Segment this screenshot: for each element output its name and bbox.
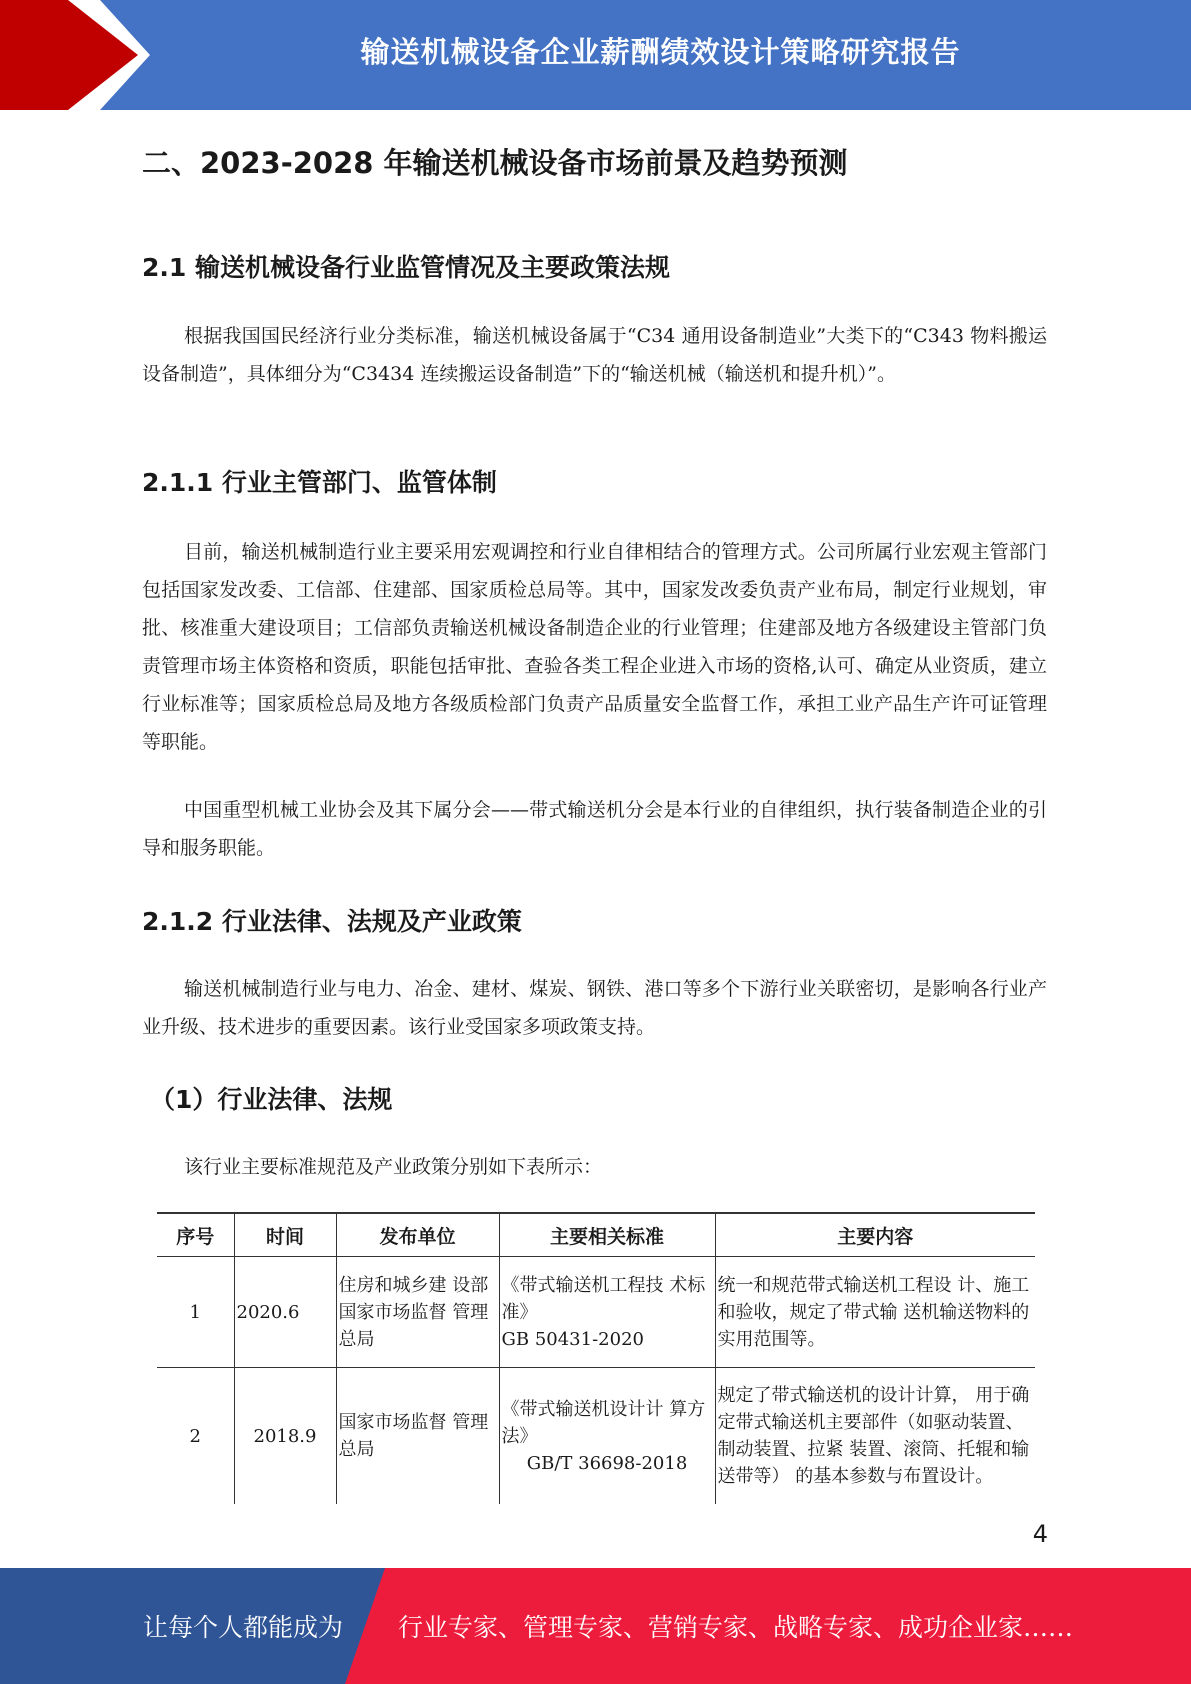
standard-code: GB 50431-2020 <box>501 1328 644 1350</box>
heading-laws: （1）行业法律、法规 <box>150 1085 393 1114</box>
table-header-cell: 时间 <box>234 1213 336 1257</box>
page-footer <box>0 1568 1191 1684</box>
table-row <box>157 1368 1035 1505</box>
page-header <box>0 0 1191 110</box>
table-header-cell: 序号 <box>157 1213 234 1257</box>
report-title: 输送机械设备企业薪酬绩效设计策略研究报告 <box>360 35 961 69</box>
standard-name: 《带式输送机设计计 算方法》 <box>501 1398 706 1447</box>
cell-no: 2 <box>189 1425 201 1447</box>
page-number: 4 <box>1032 1520 1048 1548</box>
footer-slogan-left: 让每个人都能成为 <box>143 1613 344 1642</box>
section-title: 二、2023-2028 年输送机械设备市场前景及趋势预测 <box>142 146 848 180</box>
cell-standard <box>499 1368 715 1505</box>
paragraph-2-1: 根据我国国民经济行业分类标准，输送机械设备属于“C34 通用设备制造业”大类下的“C343 物料搬运设备制造”，具体细分为“C3434 连续搬运设备制造”下的“输送机械（输送机和提升机）”。 <box>142 325 1047 385</box>
cell-date: 2018.9 <box>234 1368 336 1505</box>
paragraph-table-intro: 该行业主要标准规范及产业政策分别如下表所示： <box>184 1156 603 1178</box>
cell-no: 1 <box>157 1257 234 1368</box>
cell-issuer <box>336 1368 499 1505</box>
issuer-line: 国家市场监督 管理总局 <box>338 1412 489 1460</box>
standard-name: 《带式输送机工程技 术标准》 <box>501 1274 706 1323</box>
standard-code: GB/T 36698-2018 <box>526 1452 688 1474</box>
cell-date: 2020.6 <box>234 1257 336 1368</box>
table-header-cell: 主要内容 <box>715 1213 1035 1257</box>
table-header-cell: 主要相关标准 <box>499 1213 715 1257</box>
issuer-line: 住房和城乡建 设部 <box>338 1274 489 1296</box>
paragraph-2-1-1-a: 目前，输送机械制造行业主要采用宏观调控和行业自律相结合的管理方式。公司所属行业宏观主管部门包括国家发改委、工信部、住建部、国家质检总局等。其中，国家发改委负责产业布局，制定行业规划，审批、核准重大建设项目；工信部负责输送机械设备制造企业的行业管理；住建部及地方各级建设主管部门负责管理市场主体资格和资质，职能包括审批、查验各类工程企业进入市场的资格,认可、确定从业资质，建立行业标准等；国家质检总局及地方各级质检部门负责产品质量安全监督工作，承担工业产品生产许可证管理等职能。 <box>142 541 1047 753</box>
heading-2-1: 2.1 输送机械设备行业监管情况及主要政策法规 <box>142 253 670 282</box>
cell-content: 规定了带式输送机的设计计算， 用于确定带式输送机主要部件（如驱动装置、制动装置、拉紧 装置、滚筒、托辊和输送带等） 的基本参数与布置设计。 <box>715 1368 1035 1505</box>
header-chevron-icon <box>0 0 150 110</box>
table-row <box>157 1257 1035 1368</box>
paragraph-2-1-2: 输送机械制造行业与电力、冶金、建材、煤炭、钢铁、港口等多个下游行业关联密切，是影响各行业产业升级、技术进步的重要因素。该行业受国家多项政策支持。 <box>142 978 1047 1038</box>
paragraph-2-1-1-b: 中国重型机械工业协会及其下属分会——带式输送机分会是本行业的自律组织，执行装备制造企业的引导和服务职能。 <box>142 799 1047 859</box>
standards-table <box>157 1212 1035 1504</box>
footer-slogan-right: 行业专家、管理专家、营销专家、战略专家、成功企业家…… <box>398 1613 1074 1642</box>
table-header-row <box>157 1213 1035 1257</box>
cell-content: 统一和规范带式输送机工程设 计、施工和验收，规定了带式输 送机输送物料的实用范围等。 <box>715 1257 1035 1368</box>
issuer-line: 国家市场监督 管理总局 <box>338 1301 489 1350</box>
table-header-cell: 发布单位 <box>336 1213 499 1257</box>
heading-2-1-2: 2.1.2 行业法律、法规及产业政策 <box>142 907 522 936</box>
cell-standard <box>499 1257 715 1368</box>
cell-issuer <box>336 1257 499 1368</box>
heading-2-1-1: 2.1.1 行业主管部门、监管体制 <box>142 468 497 497</box>
